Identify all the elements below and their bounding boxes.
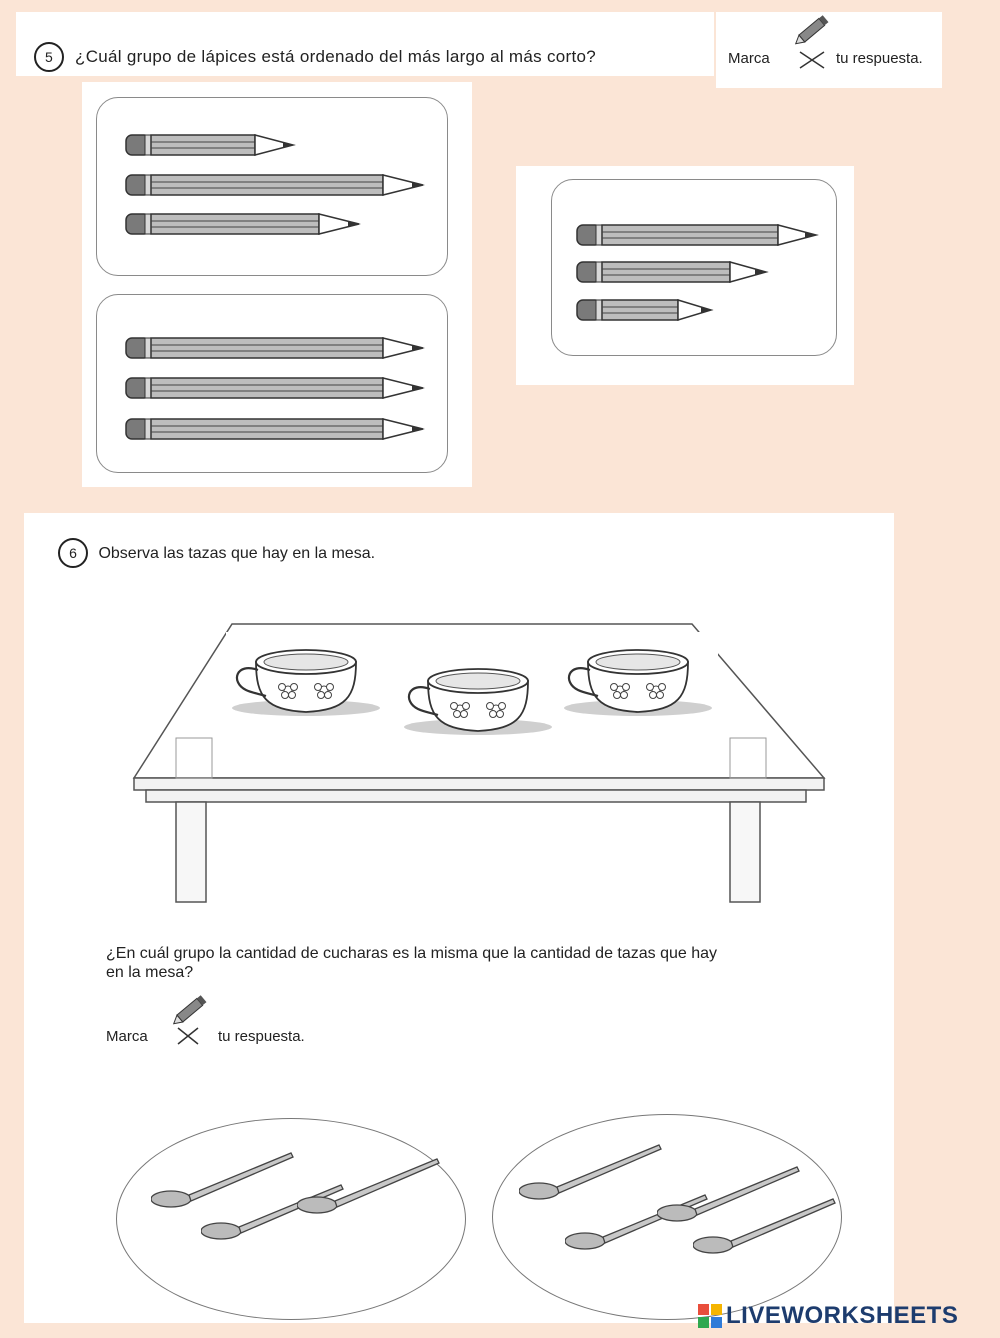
question-5-text: ¿Cuál grupo de lápices está ordenado del más largo al más corto? xyxy=(75,47,597,66)
pencil xyxy=(125,132,300,158)
pencil xyxy=(125,416,430,442)
mark-label: Marca xyxy=(106,1028,148,1045)
question-6-text xyxy=(106,944,717,982)
brand-name: LIVEWORKSHEETS xyxy=(726,1302,959,1329)
liveworksheets-logo-icon xyxy=(698,1304,722,1328)
pencil xyxy=(576,259,771,285)
mark-suffix: tu respuesta. xyxy=(836,50,923,67)
question-6-line-1: ¿En cuál grupo la cantidad de cucharas es la misma que la cantidad de tazas que hay xyxy=(106,945,718,962)
spoon-plate-a[interactable] xyxy=(116,1118,466,1320)
spoon-plate-b[interactable] xyxy=(492,1114,842,1320)
pencil-cross-icon xyxy=(790,10,834,70)
option-c-card[interactable] xyxy=(551,179,837,356)
pencil xyxy=(576,222,821,248)
pencil xyxy=(125,172,430,198)
spoon-icon xyxy=(297,1155,457,1235)
question-6-intro: Observa las tazas que hay en la mesa. xyxy=(98,545,376,562)
question-6-number: 6 xyxy=(58,538,88,568)
mark-suffix: tu respuesta. xyxy=(218,1028,305,1045)
mark-label: Marca xyxy=(728,50,770,67)
cup-icon xyxy=(558,632,718,736)
question-6-line-2: en la mesa? xyxy=(106,964,194,981)
pencil-cross-icon xyxy=(168,990,212,1050)
question-6-intro-line xyxy=(58,538,375,568)
option-b-card[interactable] xyxy=(96,294,448,473)
cup-icon xyxy=(226,632,386,736)
cup-icon xyxy=(398,651,558,755)
pencil xyxy=(125,375,430,401)
question-5-number: 5 xyxy=(34,42,64,72)
question-5-line xyxy=(34,42,596,72)
pencil xyxy=(576,297,716,323)
pencil xyxy=(125,335,430,361)
spoon-icon xyxy=(693,1195,853,1275)
pencil xyxy=(125,211,365,237)
option-a-card[interactable] xyxy=(96,97,448,276)
liveworksheets-logo[interactable] xyxy=(698,1302,958,1330)
